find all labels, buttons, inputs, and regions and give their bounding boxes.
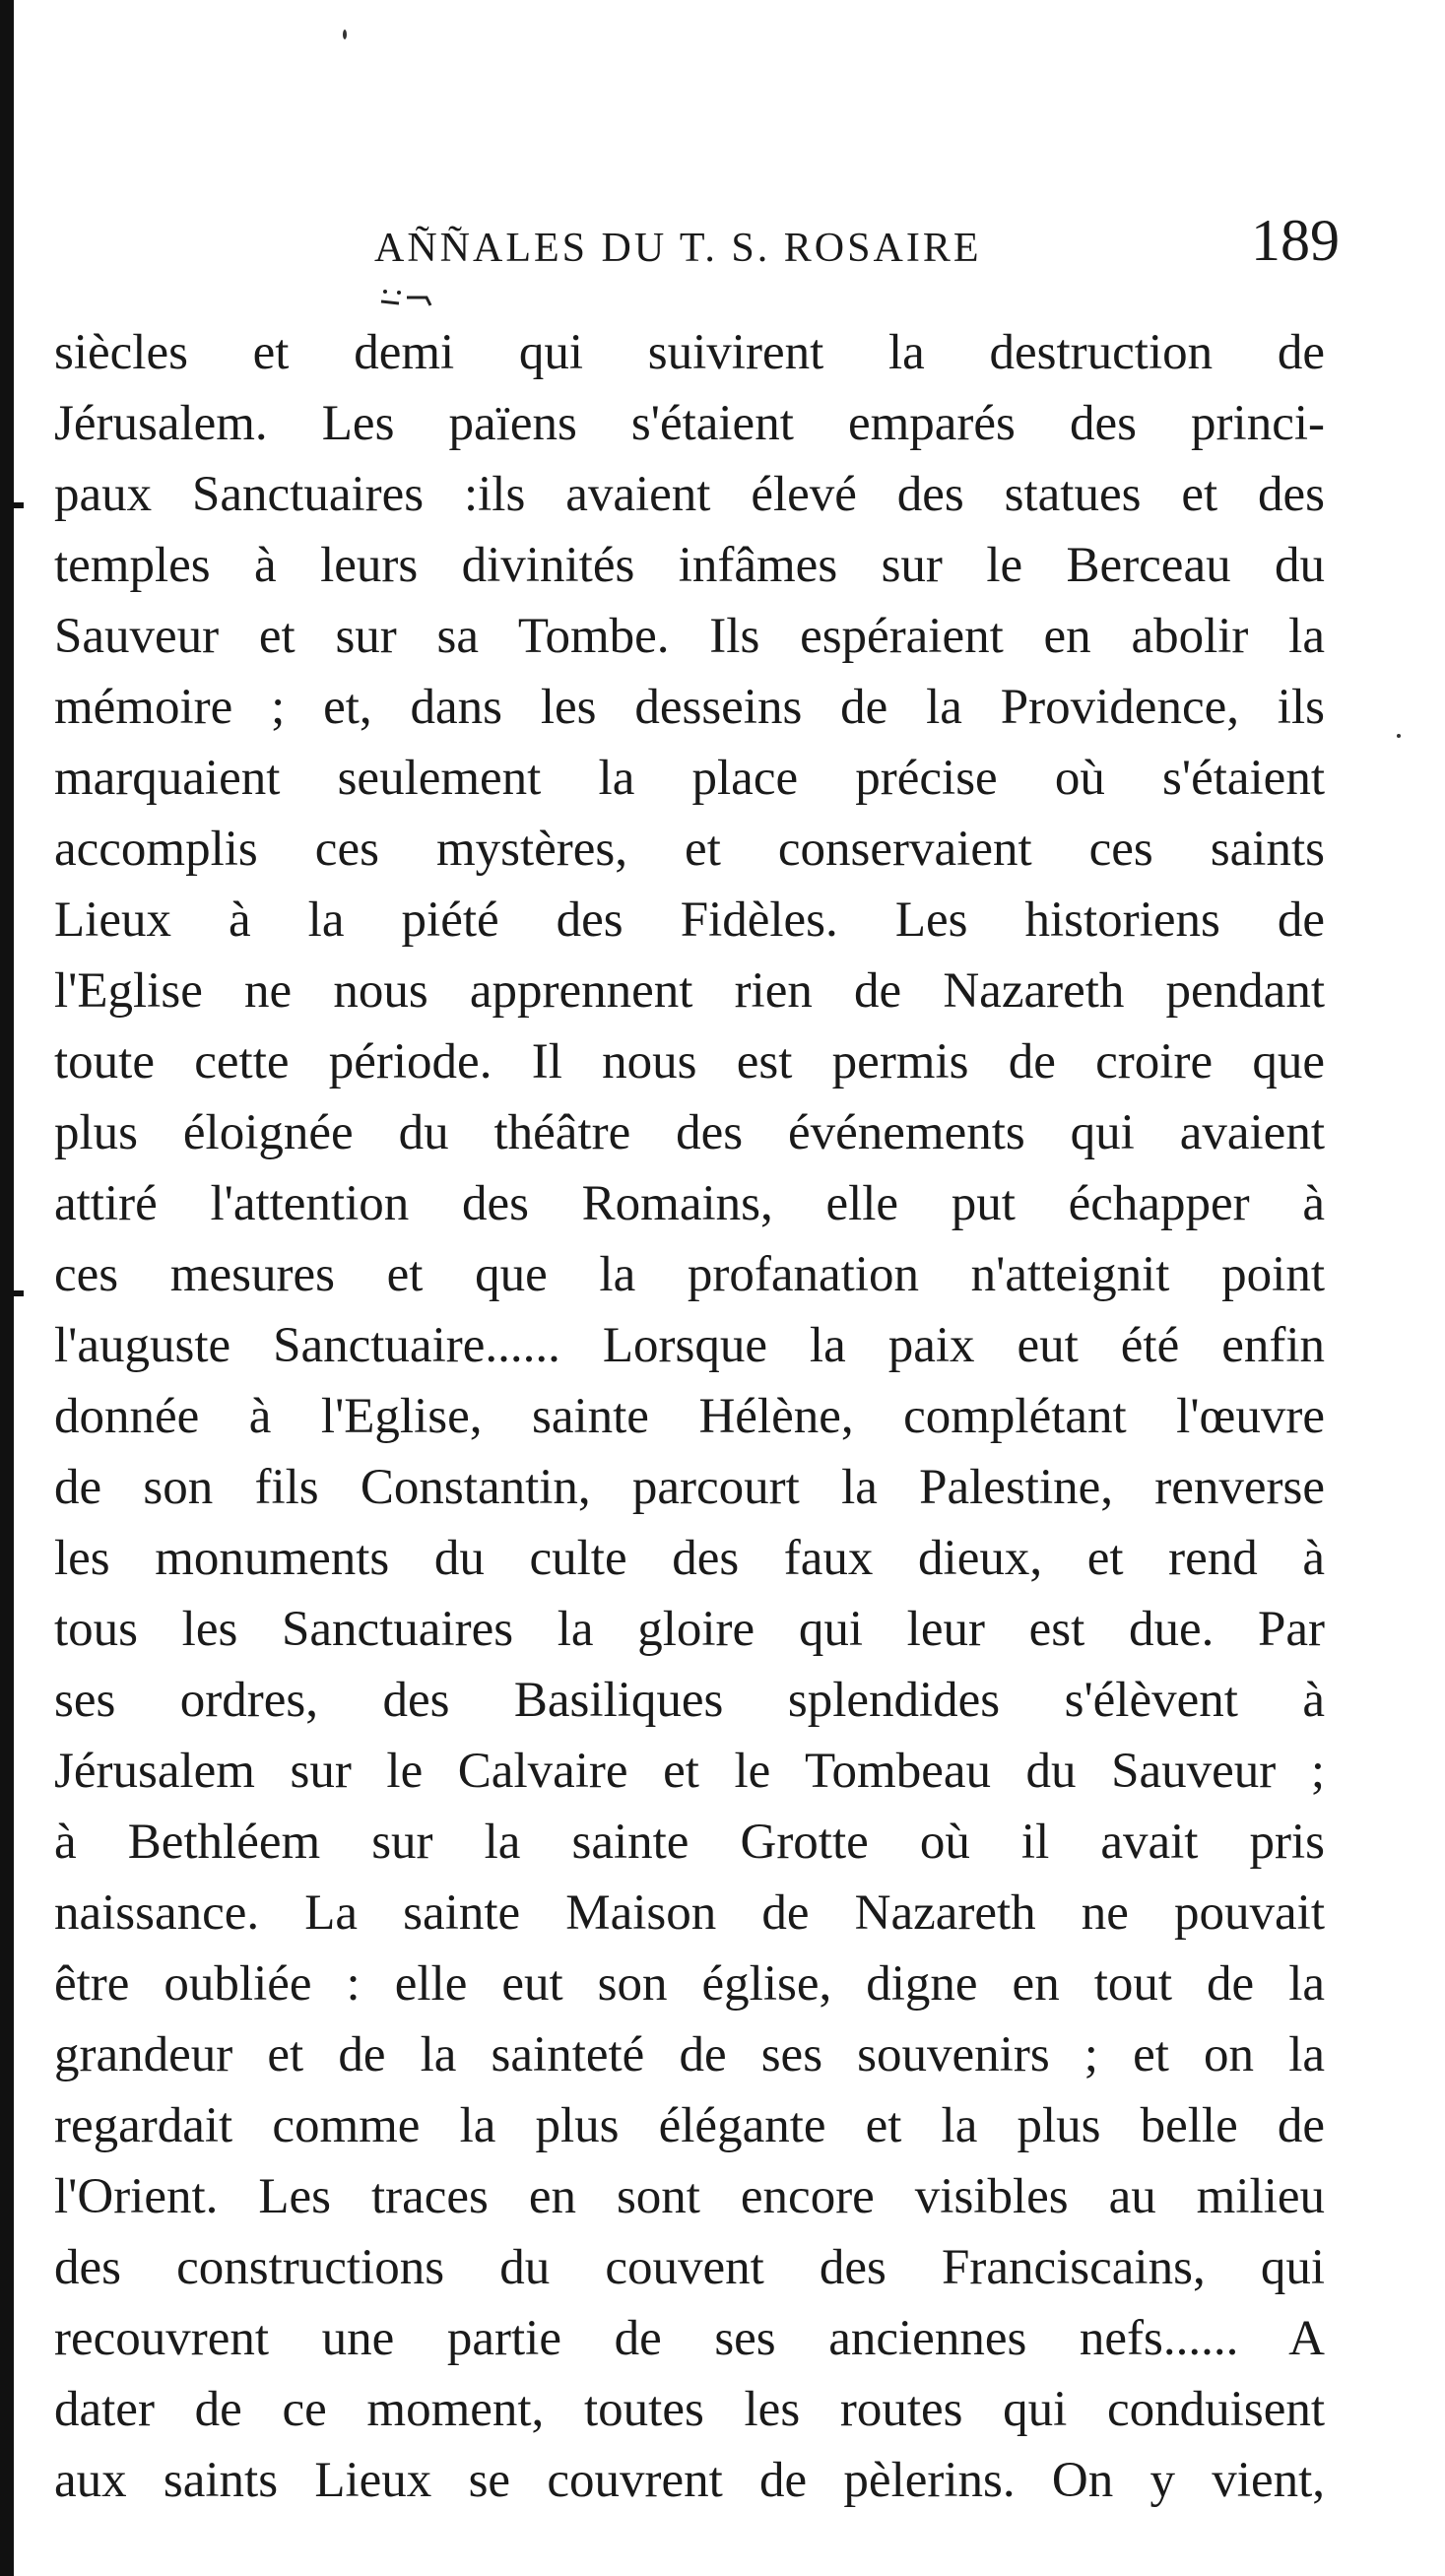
- text-line: marquaient seulement la place précise où s'étaient: [54, 751, 1325, 806]
- text-line: donnée à l'Eglise, sainte Hélène, complétant l'œuvre: [54, 1389, 1325, 1444]
- running-head: AÑÑALES DU T. S. ROSAIRE: [374, 226, 982, 271]
- body-text: [54, 317, 1325, 2516]
- text-line: accomplis ces mystères, et conservaient ces saints: [54, 822, 1325, 877]
- page-header: [374, 207, 1340, 276]
- text-line: grandeur et de la sainteté de ses souvenirs ; et on la: [54, 2027, 1325, 2082]
- text-line: dater de ce moment, toutes les routes qui conduisent: [54, 2382, 1325, 2437]
- text-line: de son fils Constantin, parcourt la Palestine, renverse: [54, 1460, 1325, 1515]
- text-line: paux Sanctuaires :ils avaient élevé des statues et des: [54, 467, 1325, 522]
- scan-speck: [343, 30, 347, 39]
- text-line: Jérusalem sur le Calvaire et le Tombeau du Sauveur ;: [54, 1744, 1325, 1799]
- text-line: regardait comme la plus élégante et la plus belle de: [54, 2098, 1325, 2153]
- binding-mark: [14, 502, 24, 508]
- text-line: tous les Sanctuaires la gloire qui leur est due. Par: [54, 1602, 1325, 1657]
- text-line: l'auguste Sanctuaire...... Lorsque la paix eut été enfin: [54, 1318, 1325, 1373]
- text-line: mémoire ; et, dans les desseins de la Providence, ils: [54, 680, 1325, 735]
- text-line: les monuments du culte des faux dieux, et rend à: [54, 1531, 1325, 1586]
- text-line: Jérusalem. Les païens s'étaient emparés des princi-: [54, 396, 1325, 451]
- text-line: siècles et demi qui suivirent la destruction de: [54, 325, 1325, 380]
- text-line: naissance. La sainte Maison de Nazareth ne pouvait: [54, 1885, 1325, 1941]
- binding-mark: [14, 1290, 24, 1296]
- text-line: être oubliée : elle eut son église, digne en tout de la: [54, 1956, 1325, 2012]
- text-line: attiré l'attention des Romains, elle put échapper à: [54, 1176, 1325, 1231]
- text-line: à Bethléem sur la sainte Grotte où il avait pris: [54, 1815, 1325, 1870]
- text-line: recouvrent une partie de ses anciennes nefs...... A: [54, 2311, 1325, 2366]
- binding-edge: [0, 0, 14, 2576]
- text-line: l'Eglise ne nous apprennent rien de Nazareth pendant: [54, 963, 1325, 1019]
- text-line: Sauveur et sur sa Tombe. Ils espéraient en abolir la: [54, 609, 1325, 664]
- page-number: 189: [1251, 208, 1340, 273]
- scan-speck: [1397, 734, 1401, 738]
- text-line: toute cette période. Il nous est permis de croire que: [54, 1034, 1325, 1090]
- text-line: aux saints Lieux se couvrent de pèlerins. On y vient,: [54, 2453, 1325, 2508]
- text-line: temples à leurs divinités infâmes sur le Berceau du: [54, 538, 1325, 593]
- text-line: ses ordres, des Basiliques splendides s'élèvent à: [54, 1673, 1325, 1728]
- text-line: l'Orient. Les traces en sont encore visibles au milieu: [54, 2169, 1325, 2224]
- text-line: des constructions du couvent des Franciscains, qui: [54, 2240, 1325, 2295]
- text-line: plus éloignée du théâtre des événements qui avaient: [54, 1105, 1325, 1160]
- text-line: ces mesures et que la profanation n'atteignit point: [54, 1247, 1325, 1302]
- text-line: Lieux à la piété des Fidèles. Les historiens de: [54, 892, 1325, 948]
